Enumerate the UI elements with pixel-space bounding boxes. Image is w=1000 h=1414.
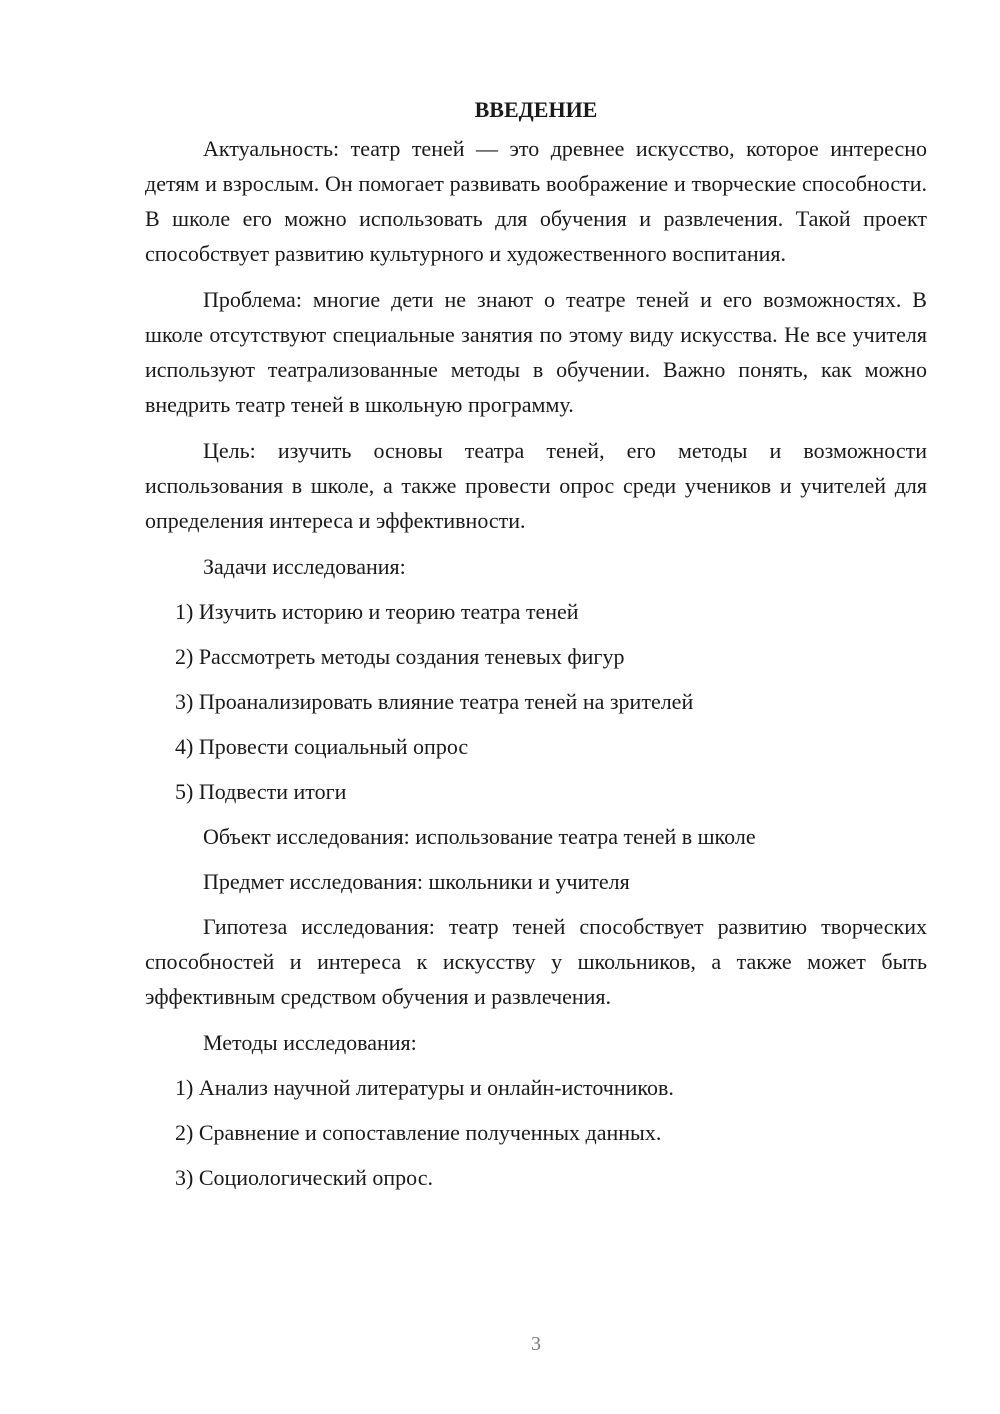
goal-paragraph: Цель: изучить основы театра теней, его методы и возможности использования в школе, а также провести опрос среди учеников и учителей для определения интереса и эффективности. [145,438,927,533]
list-item: 2) Сравнение и сопоставление полученных данных. [175,1120,662,1145]
research-subject: Предмет исследования: школьники и учителя [203,869,630,894]
list-item: 5) Подвести итоги [175,779,347,804]
tasks-list [145,594,927,809]
list-item: 2) Рассмотреть методы создания теневых фигур [175,644,625,669]
list-item: 3) Проанализировать влияние театра теней на зрителей [175,689,694,714]
tasks-heading: Задачи исследования: [203,554,406,579]
page-title: ВВЕДЕНИЕ [474,97,598,122]
list-item: 1) Изучить историю и теорию театра теней [175,599,579,624]
list-item: 3) Социологический опрос. [175,1165,433,1190]
research-object: Объект исследования: использование театра теней в школе [203,824,756,849]
methods-list [145,1070,927,1195]
problem-paragraph: Проблема: многие дети не знают о театре теней и его возможностях. В школе отсутствуют специальные занятия по этому виду искусства. Не все учителя используют театрализованные методы в обучении. Важно понять, как можно внедрить театр теней в школьную программу. [145,287,927,417]
page-number: 3 [531,1333,541,1355]
document-page [145,92,927,1205]
hypothesis-paragraph: Гипотеза исследования: театр теней способствует развитию творческих способностей и интереса к искусству у школьников, а также может быть эффективным средством обучения и развлечения. [145,914,927,1009]
list-item: 1) Анализ научной литературы и онлайн-источников. [175,1075,674,1100]
methods-heading: Методы исследования: [203,1030,417,1055]
relevance-paragraph: Актуальность: театр теней — это древнее искусство, которое интересно детям и взрослым. Он помогает развивать воображение и творческие способности. В школе его можно использовать для обучения и развлечения. Такой проект способствует развитию культурного и художественного воспитания. [145,136,927,266]
list-item: 4) Провести социальный опрос [175,734,469,759]
